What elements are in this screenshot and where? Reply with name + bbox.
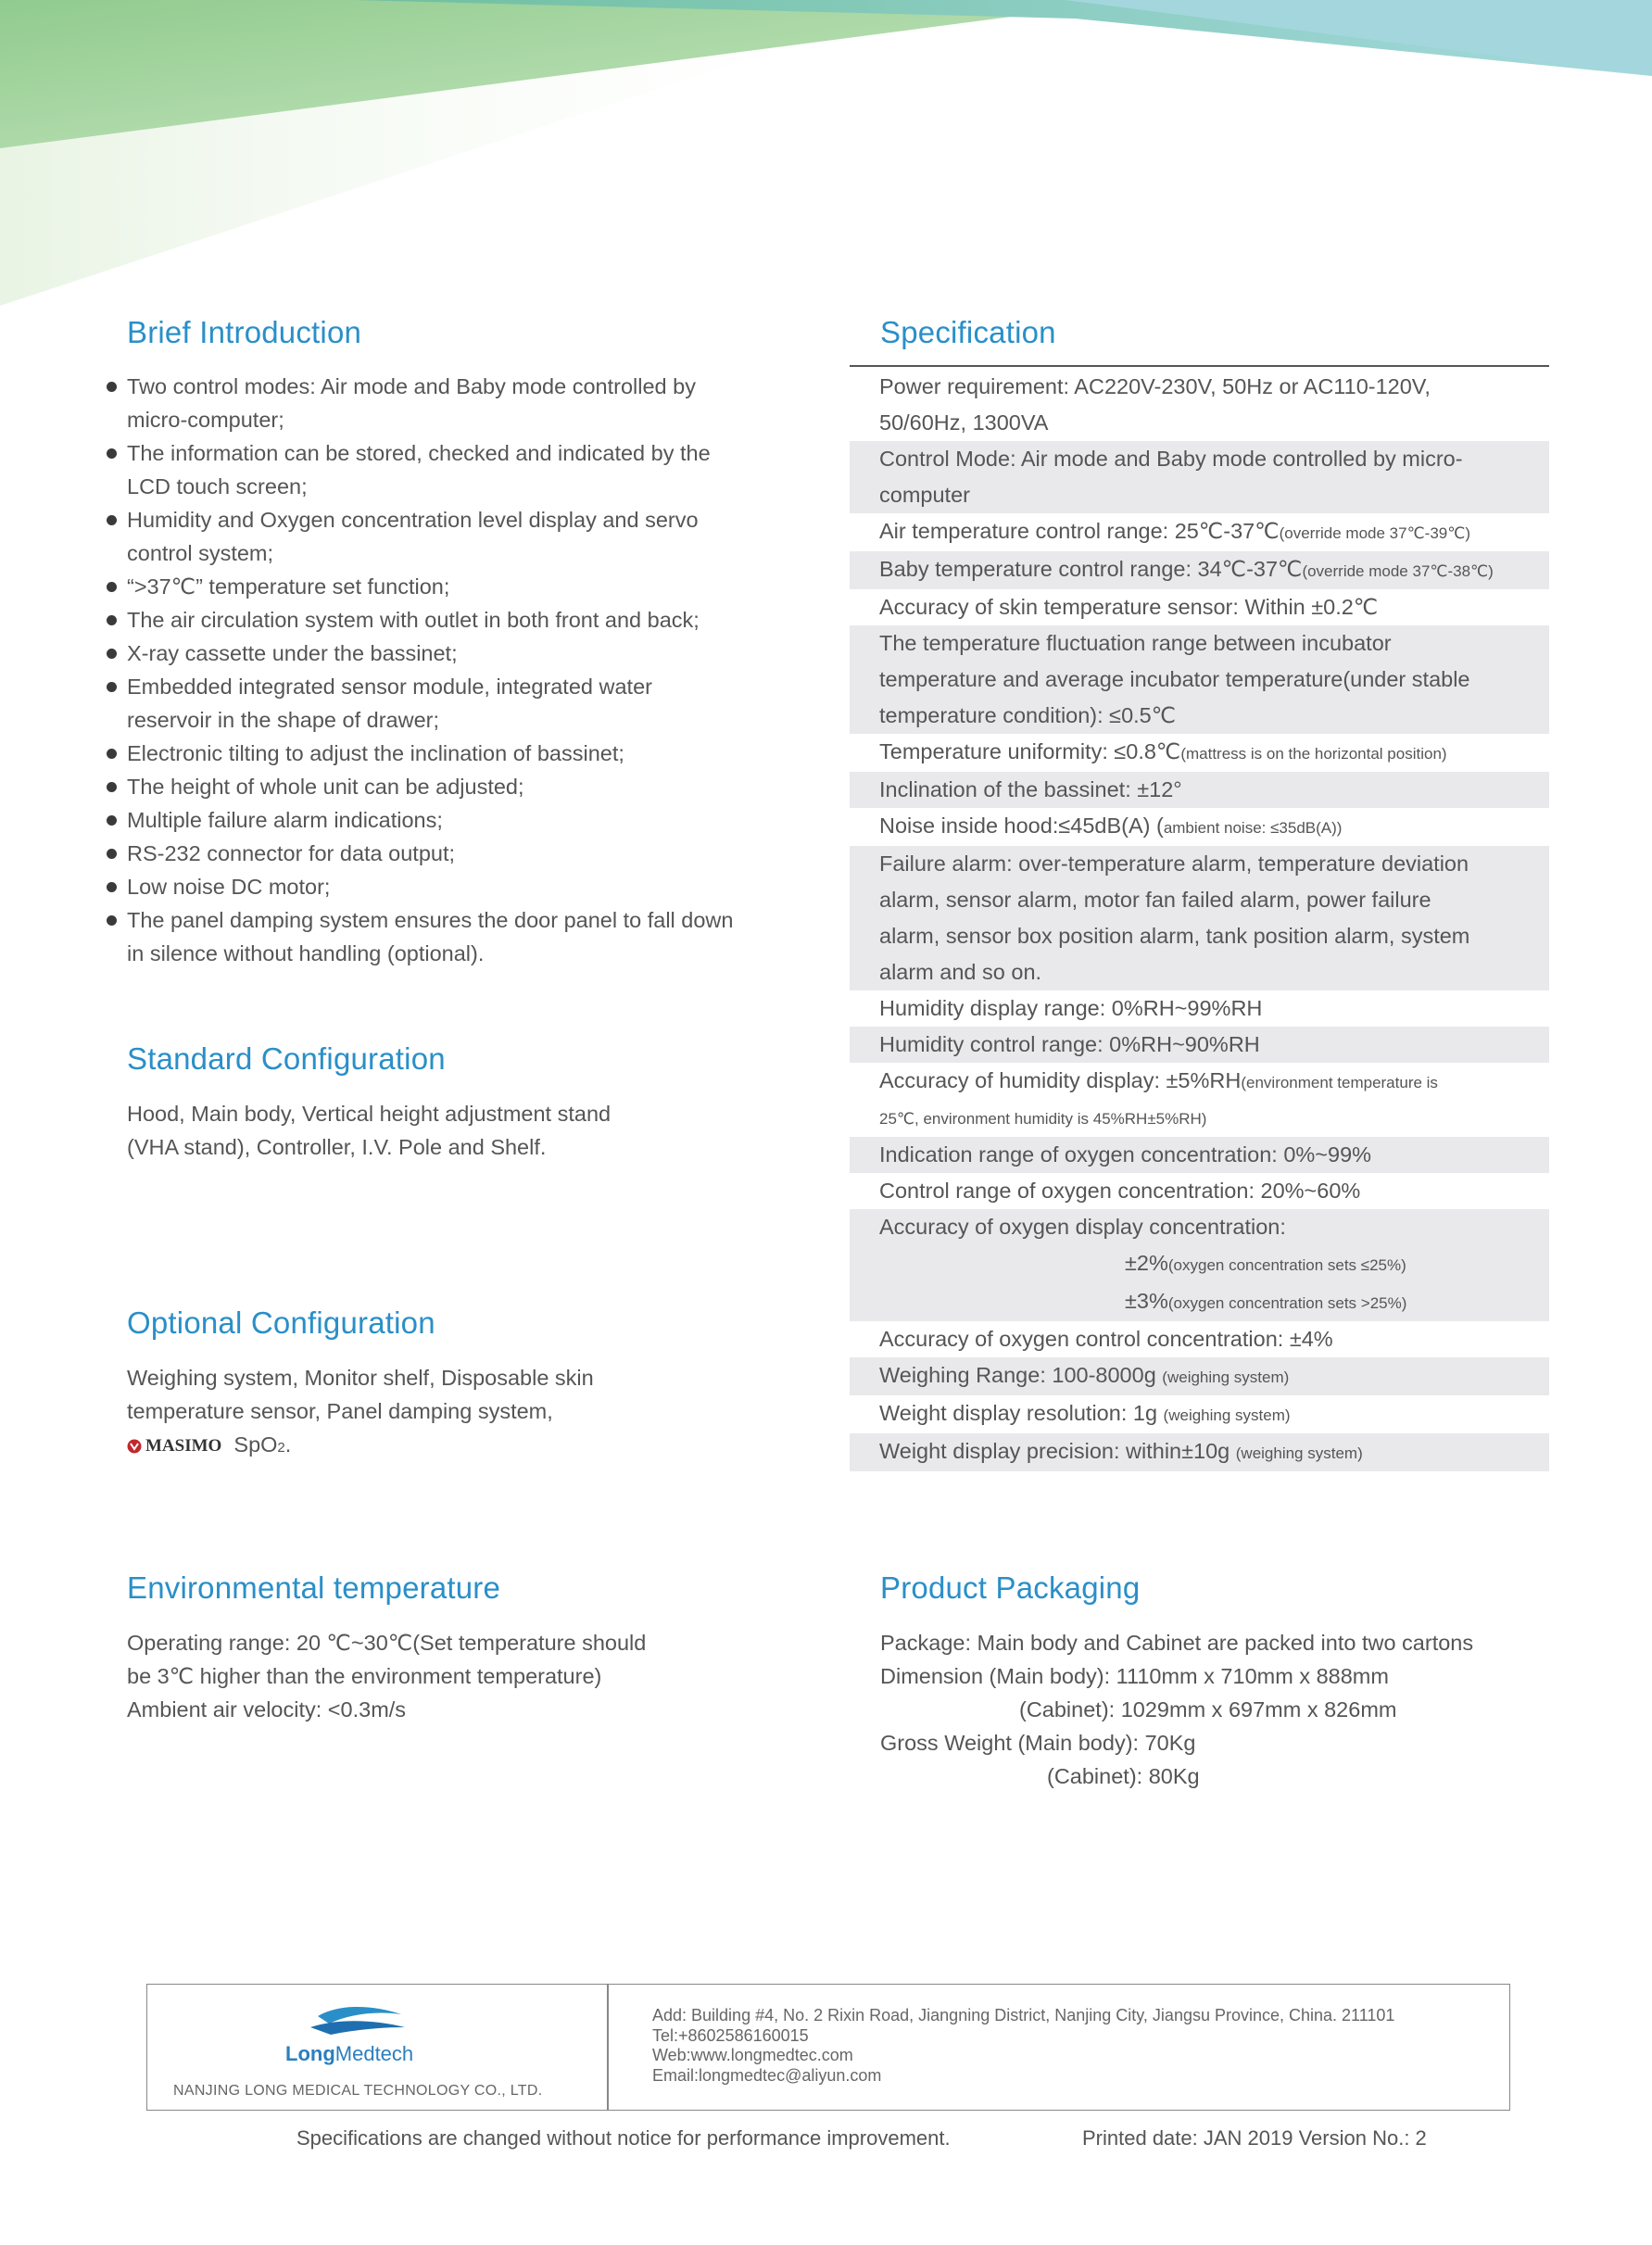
spec-row-skin-accuracy: Accuracy of skin temperature sensor: Within ±0.2℃: [879, 595, 1379, 619]
spec-row-inclination: Inclination of the bassinet: ±12°: [850, 772, 1549, 808]
spec-row-fluctuation: The temperature fluctuation range between incubator temperature and average incubator temperature(under stable temperature condition): ≤0.5℃: [850, 625, 1549, 734]
list-item: Two control modes: Air mode and Baby mode controlled by micro-computer;: [107, 370, 737, 436]
contact-info: [652, 2006, 1394, 2086]
spo2-label: SpO2.: [233, 1432, 292, 1457]
standard-text: [127, 1097, 611, 1164]
masimo-wordmark: MASIMO: [145, 1435, 222, 1456]
company-name: NANJING LONG MEDICAL TECHNOLOGY CO., LTD.: [173, 2083, 543, 2099]
list-item: Multiple failure alarm indications;: [107, 803, 737, 837]
packaging-line: Gross Weight (Main body): 70Kg: [880, 1731, 1196, 1755]
spec-row-control-mode: Control Mode: Air mode and Baby mode controlled by micro- computer: [850, 441, 1549, 513]
spec-row-noise: Noise inside hood:≤45dB(A) (ambient noise: ≤35dB(A)): [879, 813, 1343, 838]
list-item: Low noise DC motor;: [107, 870, 737, 903]
standard-line: (VHA stand), Controller, I.V. Pole and Shelf.: [127, 1135, 547, 1159]
spec-row-uniformity: Temperature uniformity: ≤0.8℃(mattress is on the horizontal position): [879, 739, 1447, 763]
list-item: RS-232 connector for data output;: [107, 837, 737, 870]
optional-line-masimo: [127, 1428, 594, 1465]
masimo-logo: [127, 1430, 221, 1463]
spec-row-weight-precision: Weight display precision: within±10g (weighing system): [850, 1433, 1549, 1471]
optional-text: [127, 1361, 594, 1465]
email: Email:longmedtec@aliyun.com: [652, 2065, 882, 2085]
spec-table: [850, 369, 1549, 1471]
spec-row-o2-control-accuracy: Accuracy of oxygen control concentration: ±4%: [879, 1327, 1333, 1351]
packaging-line: Package: Main body and Cabinet are packed into two cartons: [880, 1631, 1474, 1655]
env-title: Environmental temperature: [127, 1570, 501, 1605]
address: Add: Building #4, No. 2 Rixin Road, Jiangning District, Nanjing City, Jiangsu Province, China. 211101: [652, 2006, 1395, 2024]
packaging-line: (Cabinet): 80Kg: [1047, 1764, 1200, 1788]
disclaimer: Specifications are changed without notice for performance improvement.: [296, 2126, 951, 2150]
spec-row-o2-control: Control range of oxygen concentration: 20%~60%: [879, 1179, 1361, 1203]
spec-row-o2-display-accuracy: Accuracy of oxygen display concentration: ±2%(oxygen concentration sets ≤25%) ±3%(oxygen concentration sets >25%): [850, 1209, 1549, 1321]
spec-divider: [850, 365, 1549, 367]
print-info: Printed date: JAN 2019 Version No.: 2: [1082, 2126, 1427, 2150]
list-item: Embedded integrated sensor module, integrated water reservoir in the shape of drawer;: [107, 670, 737, 737]
packaging-line: Dimension (Main body): 1110mm x 710mm x 888mm: [880, 1664, 1389, 1688]
standard-title: Standard Configuration: [127, 1041, 446, 1076]
packaging-line: (Cabinet): 1029mm x 697mm x 826mm: [1019, 1697, 1397, 1722]
optional-title: Optional Configuration: [127, 1305, 435, 1340]
spec-row-weigh-range: Weighing Range: 100-8000g (weighing system): [850, 1357, 1549, 1395]
optional-line: Weighing system, Monitor shelf, Disposable skin: [127, 1366, 594, 1390]
packaging-title: Product Packaging: [880, 1570, 1141, 1605]
company-logo-text: LongMedtech: [285, 2042, 414, 2065]
spec-row-baby-temp: Baby temperature control range: 34℃-37℃(override mode 37℃-38℃): [850, 551, 1549, 589]
intro-title: Brief Introduction: [127, 315, 362, 349]
header-decoration: [0, 0, 1652, 315]
spec-title: Specification: [880, 315, 1056, 349]
spec-row-humidity-control: Humidity control range: 0%RH~90%RH: [850, 1027, 1549, 1063]
spec-row-weight-resolution: Weight display resolution: 1g (weighing system): [879, 1401, 1291, 1425]
list-item: X-ray cassette under the bassinet;: [107, 637, 737, 670]
website: Web:www.longmedtec.com: [652, 2046, 853, 2064]
spec-row-o2-indication: Indication range of oxygen concentration: 0%~99%: [850, 1137, 1549, 1173]
spec-row-air-temp: Air temperature control range: 25℃-37℃(override mode 37℃-39℃): [879, 519, 1470, 543]
spec-row-alarm: Failure alarm: over-temperature alarm, temperature deviation alarm, sensor alarm, motor fan failed alarm, power failure alarm, sensor box position alarm, tank position alarm, system alarm and so on.: [850, 846, 1549, 990]
spec-row-humidity-display: Humidity display range: 0%RH~99%RH: [879, 996, 1263, 1020]
intro-list: [107, 370, 737, 970]
masimo-mark-icon: [127, 1439, 142, 1454]
spec-row-humidity-accuracy: Accuracy of humidity display: ±5%RH(environment temperature is 25℃, environment humidity is 45%RH±5%RH): [879, 1068, 1438, 1128]
telephone: Tel:+8602586160015: [652, 2025, 809, 2045]
standard-line: Hood, Main body, Vertical height adjustment stand: [127, 1102, 612, 1126]
packaging-text: [880, 1626, 1473, 1793]
list-item: Electronic tilting to adjust the inclination of bassinet;: [107, 737, 737, 770]
env-line: be 3℃ higher than the environment temperature): [127, 1664, 602, 1688]
list-item: Humidity and Oxygen concentration level display and servo control system;: [107, 503, 737, 570]
footer-divider: [607, 1984, 609, 2111]
optional-line: temperature sensor, Panel damping system,: [127, 1399, 553, 1423]
spec-row-power: Power requirement: AC220V-230V, 50Hz or AC110-120V, 50/60Hz, 1300VA: [879, 374, 1431, 435]
list-item: “>37℃” temperature set function;: [107, 570, 737, 603]
env-line: Operating range: 20 ℃~30℃(Set temperature should: [127, 1631, 647, 1655]
list-item: The height of whole unit can be adjusted;: [107, 770, 737, 803]
list-item: The air circulation system with outlet in both front and back;: [107, 603, 737, 637]
list-item: The information can be stored, checked and indicated by the LCD touch screen;: [107, 436, 737, 503]
env-text: [127, 1626, 646, 1726]
list-item: The panel damping system ensures the door panel to fall down in silence without handling (optional).: [107, 903, 737, 970]
env-line: Ambient air velocity: <0.3m/s: [127, 1697, 407, 1722]
